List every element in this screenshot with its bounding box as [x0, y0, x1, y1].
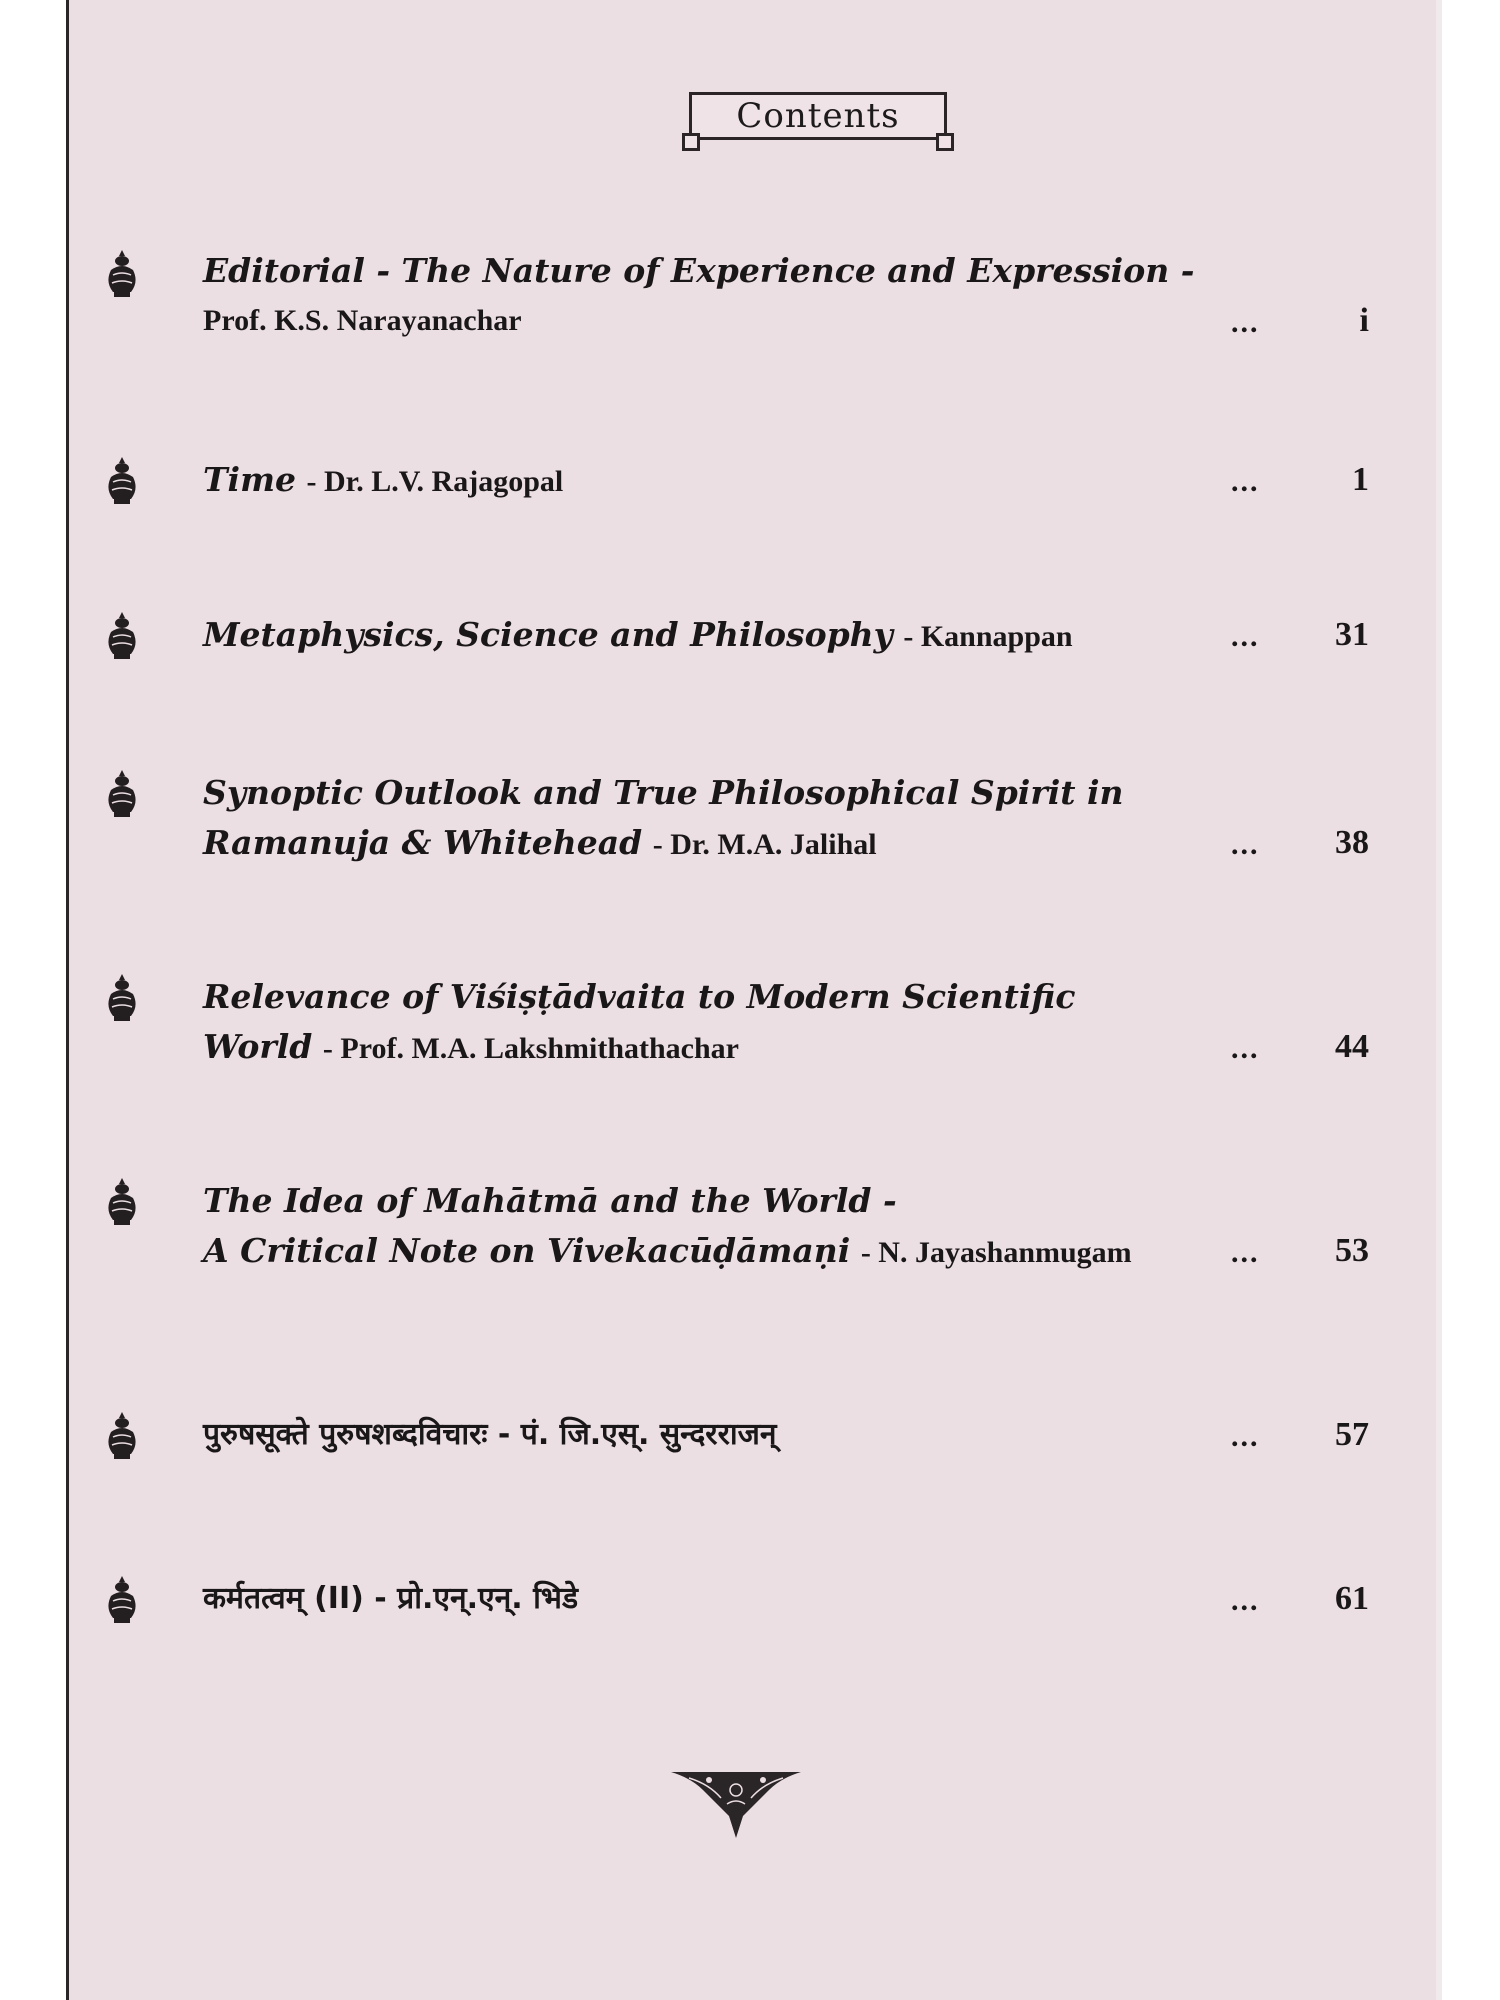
entry-author: - N. Jayashanmugam: [860, 1236, 1132, 1269]
heading-corner-ornament: [682, 133, 700, 151]
urn-ornament-icon: [103, 1574, 141, 1626]
entry-page-number: 44: [1335, 1028, 1369, 1065]
filigree-ornament-icon: [669, 1768, 803, 1840]
entry-title-continued: Ramanuja & Whitehead: [203, 823, 643, 862]
urn-ornament-icon: [103, 455, 141, 507]
entry-title: Relevance of Viśiṣṭādvaita to Modern Scientific: [203, 977, 1076, 1016]
entry-page-number: 31: [1335, 616, 1369, 653]
entry-title: The Idea of Mahātmā and the World -: [203, 1181, 897, 1220]
entry-title: पुरुषसूक्ते पुरुषशब्दविचारः - पं. जि.एस्. सुन्दरराजन्: [203, 1417, 777, 1452]
entry-title: कर्मतत्वम् (II) - प्रो.एन्.एन्. भिडे: [203, 1581, 579, 1616]
entry-page-number: i: [1359, 302, 1369, 339]
entry-page-number: 1: [1352, 461, 1369, 498]
entry-author: - Dr. M.A. Jalihal: [652, 828, 877, 861]
urn-ornament-icon: [103, 972, 141, 1024]
leader-dots: ...: [1231, 1584, 1260, 1617]
contents-heading-text: Contents: [736, 96, 900, 136]
contents-heading: [689, 92, 947, 140]
entry-author: - Kannappan: [903, 620, 1073, 653]
urn-ornament-icon: [103, 610, 141, 662]
leader-dots: ...: [1231, 620, 1260, 653]
urn-ornament-icon: [103, 768, 141, 820]
urn-ornament-icon: [103, 248, 141, 300]
entry-page-number: 61: [1335, 1580, 1369, 1617]
urn-ornament-icon: [103, 1410, 141, 1462]
entry-author: Prof. K.S. Narayanachar: [203, 304, 522, 337]
leader-dots: ...: [1231, 465, 1260, 498]
entry-author: - Prof. M.A. Lakshmithathachar: [322, 1032, 739, 1065]
leader-dots: ...: [1231, 1420, 1260, 1453]
entry-title-continued: A Critical Note on Vivekacūḍāmaṇi: [203, 1231, 851, 1270]
entry-title: Time: [203, 460, 297, 499]
leader-dots: ...: [1231, 1236, 1260, 1269]
entry-author: - Dr. L.V. Rajagopal: [306, 465, 564, 498]
leader-dots: ...: [1231, 828, 1260, 861]
entry-page-number: 38: [1335, 824, 1369, 861]
urn-ornament-icon: [103, 1176, 141, 1228]
entry-page-number: 53: [1335, 1232, 1369, 1269]
heading-corner-ornament: [936, 133, 954, 151]
entry-title-continued: World: [203, 1027, 313, 1066]
entry-page-number: 57: [1335, 1416, 1369, 1453]
entry-title: Editorial - The Nature of Experience and Expression -: [203, 251, 1195, 290]
page-edge: [1436, 0, 1442, 2000]
leader-dots: ...: [1231, 306, 1260, 339]
entry-title: Metaphysics, Science and Philosophy: [203, 615, 893, 654]
leader-dots: ...: [1231, 1032, 1260, 1065]
entry-title: Synoptic Outlook and True Philosophical Spirit in: [203, 773, 1124, 812]
contents-page: [66, 0, 1436, 2000]
